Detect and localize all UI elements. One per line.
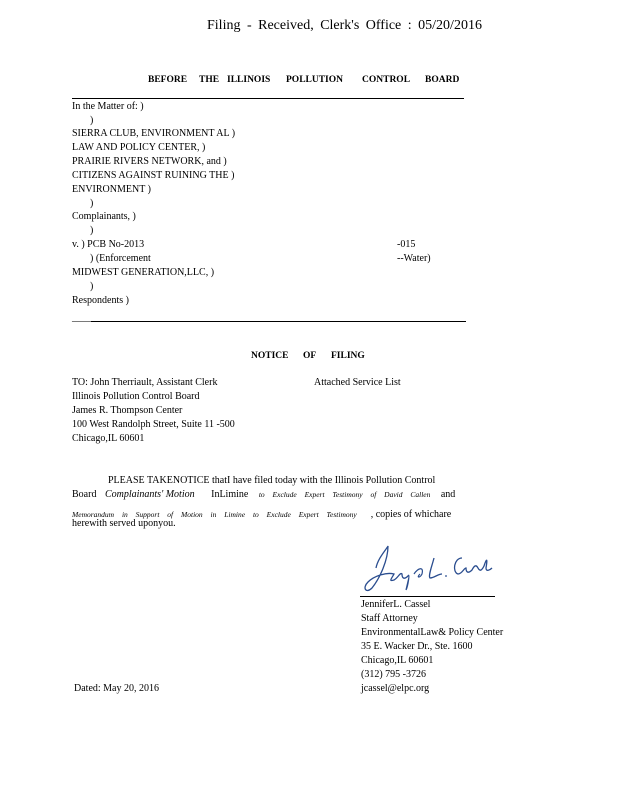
addressee-line: James R. Thompson Center bbox=[72, 405, 183, 416]
motion-title: Complainants' Motion bbox=[104, 489, 195, 500]
caption-line: v. ) PCB No-2013 bbox=[72, 239, 145, 250]
court-word: BEFORE bbox=[148, 75, 188, 85]
signature-email: jcassel@elpc.org bbox=[361, 683, 430, 694]
caption-line: MIDWEST GENERATION,LLC, ) bbox=[72, 267, 215, 278]
in-limine: InLimine bbox=[211, 489, 249, 500]
caption-line: ) (Enforcement bbox=[90, 253, 151, 264]
caption-line: Complainants, ) bbox=[72, 211, 136, 222]
body-line-1: PLEASE TAKENOTICE thatI have filed today with the Illinois Pollution Control bbox=[108, 475, 436, 486]
case-number-suffix: -015 bbox=[397, 239, 416, 250]
caption-line: Respondents ) bbox=[72, 295, 129, 306]
notice-title-word: FILING bbox=[331, 351, 365, 361]
signature-line-text: Staff Attorney bbox=[361, 613, 418, 624]
signature-line-text: JenniferL. Cassel bbox=[361, 599, 431, 610]
attached-service-list: Attached Service List bbox=[314, 377, 401, 388]
caption-top-rule bbox=[72, 98, 464, 99]
caption-bottom-rule bbox=[91, 321, 466, 322]
addressee-line: Illinois Pollution Control Board bbox=[72, 391, 200, 402]
notice-title-word: NOTICE bbox=[251, 351, 289, 361]
body-and: and bbox=[440, 489, 456, 500]
signature-line bbox=[360, 596, 495, 597]
signature-line-text: 35 E. Wacker Dr., Ste. 1600 bbox=[361, 641, 473, 652]
court-word: BOARD bbox=[425, 75, 460, 85]
caption-line: In the Matter of: ) bbox=[72, 101, 144, 112]
addressee-line: 100 West Randolph Street, Suite 11 -500 bbox=[72, 419, 235, 430]
caption-line: ENVIRONMENT ) bbox=[72, 184, 151, 195]
caption-line: CITIZENS AGAINST RUINING THE ) bbox=[72, 170, 235, 181]
memorandum-title: Memorandum in Support of Motion in Limine to Exclude Expert Testimony bbox=[72, 510, 357, 519]
body-line-3-end: , copies of whichare bbox=[370, 509, 452, 520]
addressee-line: TO: John Therriault, Assistant Clerk bbox=[72, 377, 218, 388]
handwritten-signature bbox=[358, 538, 498, 596]
notice-title-word: OF bbox=[303, 351, 317, 361]
caption-line: ) bbox=[90, 225, 94, 236]
caption-line: SIERRA CLUB, ENVIRONMENT AL ) bbox=[72, 128, 236, 139]
court-word: ILLINOIS bbox=[227, 75, 271, 85]
case-type: --Water) bbox=[397, 253, 431, 264]
caption-line: ) bbox=[90, 281, 94, 292]
caption-line: ) bbox=[90, 198, 94, 209]
body-line-4: herewith served uponyou. bbox=[72, 518, 176, 529]
court-word: POLLUTION bbox=[286, 75, 344, 85]
signature-line-text: Chicago,IL 60601 bbox=[361, 655, 434, 666]
caption-bottom-tick: ____ bbox=[72, 312, 92, 323]
signature-line-text: EnvironmentalLaw& Policy Center bbox=[361, 627, 504, 638]
court-word: CONTROL bbox=[362, 75, 411, 85]
body-board: Board bbox=[72, 489, 97, 500]
addressee-line: Chicago,IL 60601 bbox=[72, 433, 145, 444]
caption-line: ) bbox=[90, 115, 94, 126]
exclude-text: to Exclude Expert Testimony of David Callen bbox=[258, 490, 431, 499]
caption-line: PRAIRIE RIVERS NETWORK, and ) bbox=[72, 156, 227, 167]
filing-stamp: Filing - Received, Clerk's Office : 05/20/2016 bbox=[207, 18, 482, 33]
court-word: THE bbox=[199, 75, 220, 85]
caption-line: LAW AND POLICY CENTER, ) bbox=[72, 142, 206, 153]
signature-line-text: (312) 795 -3726 bbox=[361, 669, 426, 680]
dated-line: Dated: May 20, 2016 bbox=[74, 683, 159, 694]
